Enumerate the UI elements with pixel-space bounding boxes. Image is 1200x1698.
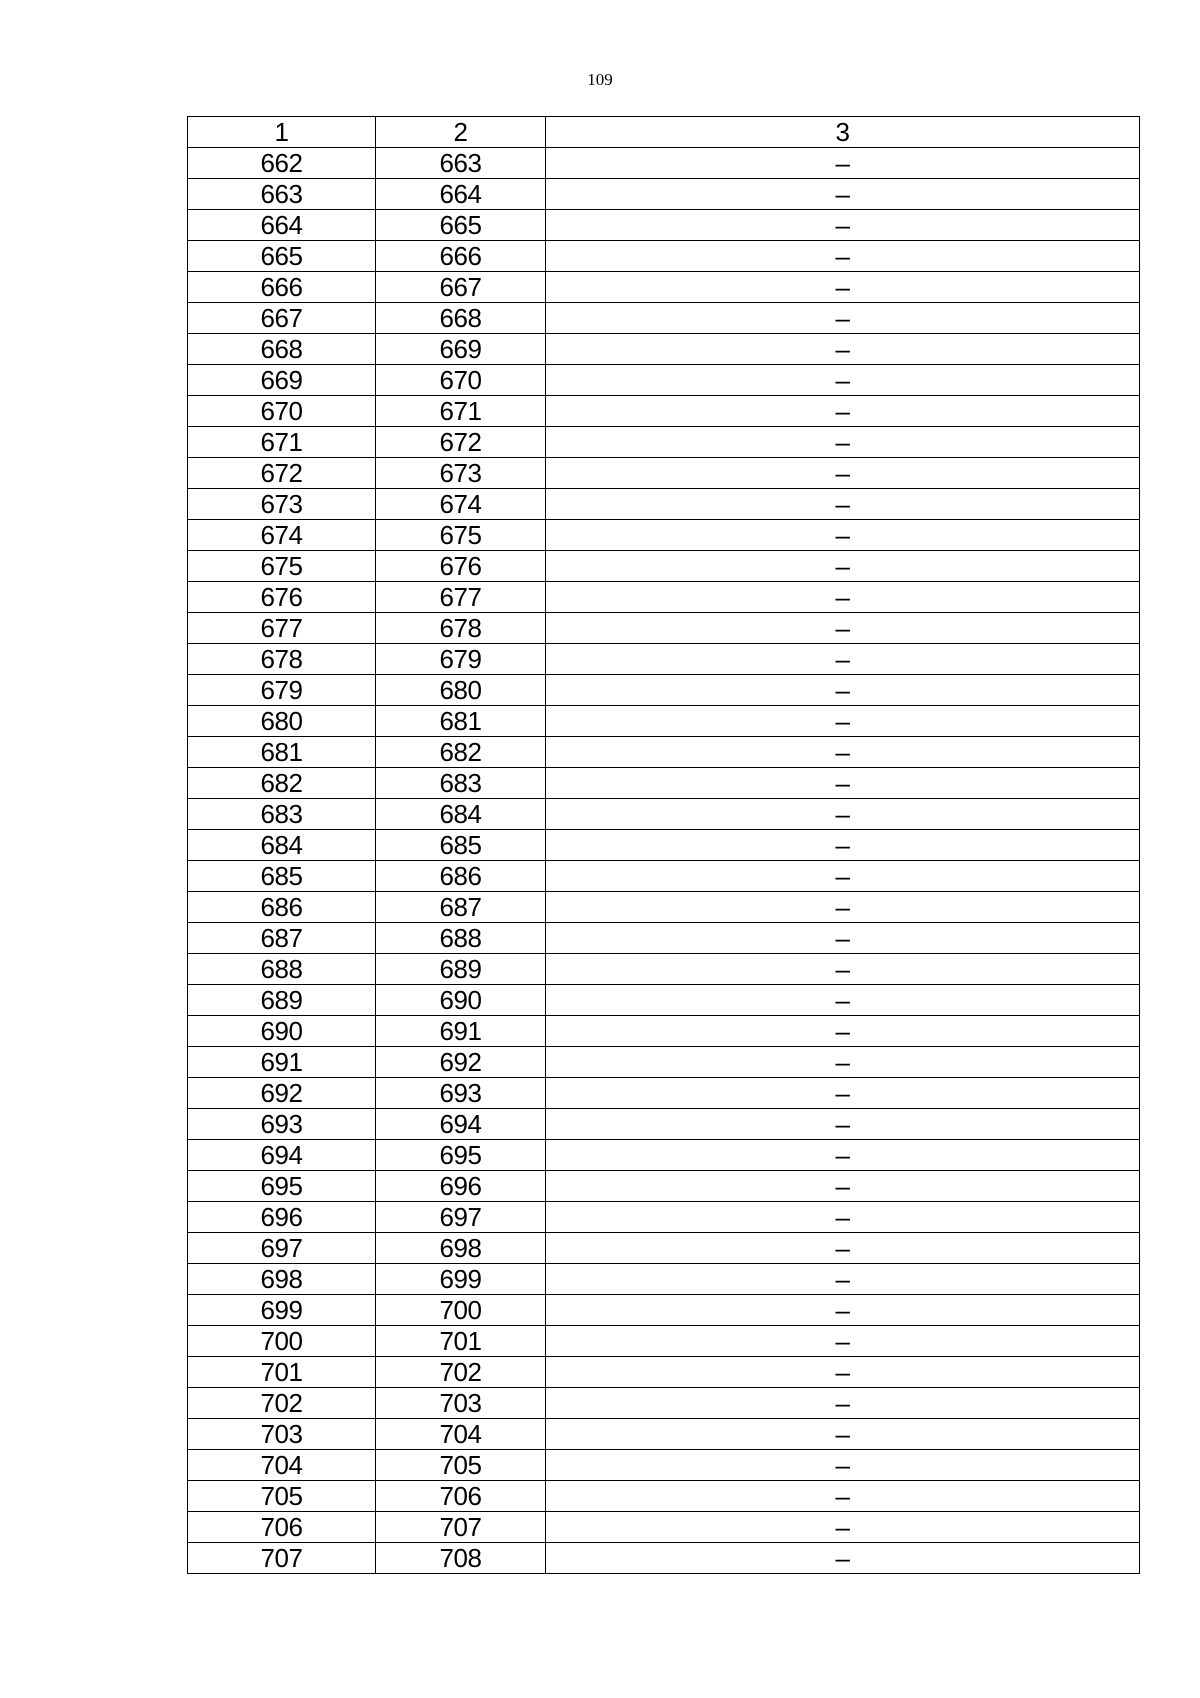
table-cell-col-3: –: [546, 892, 1140, 923]
table-row: [188, 1357, 1140, 1388]
table-cell-col-3: –: [546, 551, 1140, 582]
table-row: [188, 830, 1140, 861]
table-cell-col-3: –: [546, 396, 1140, 427]
table-cell-col-1: 684: [188, 830, 376, 861]
table-cell-col-2: 679: [376, 644, 546, 675]
table-row: [188, 179, 1140, 210]
table-cell-col-3: –: [546, 644, 1140, 675]
table-cell-col-1: 679: [188, 675, 376, 706]
table-row: [188, 861, 1140, 892]
table-cell-col-3: –: [546, 1357, 1140, 1388]
table-row: [188, 1543, 1140, 1574]
table-cell-col-2: 684: [376, 799, 546, 830]
table-cell-col-1: 663: [188, 179, 376, 210]
table-row: [188, 644, 1140, 675]
table-cell-col-1: 674: [188, 520, 376, 551]
table-row: [188, 675, 1140, 706]
table-row: [188, 1109, 1140, 1140]
table-cell-col-2: 702: [376, 1357, 546, 1388]
table-cell-col-2: 703: [376, 1388, 546, 1419]
table-cell-col-3: –: [546, 1264, 1140, 1295]
table-cell-col-1: 697: [188, 1233, 376, 1264]
table-cell-col-1: 665: [188, 241, 376, 272]
table-cell-col-1: 689: [188, 985, 376, 1016]
table-cell-col-1: 694: [188, 1140, 376, 1171]
table-cell-col-1: 680: [188, 706, 376, 737]
table-row: [188, 427, 1140, 458]
table-cell-col-3: –: [546, 334, 1140, 365]
table-cell-col-2: 678: [376, 613, 546, 644]
table-cell-col-2: 667: [376, 272, 546, 303]
table-cell-col-1: 671: [188, 427, 376, 458]
table-cell-col-3: –: [546, 272, 1140, 303]
table-row: [188, 365, 1140, 396]
table-cell-col-1: 702: [188, 1388, 376, 1419]
table-cell-col-3: –: [546, 1233, 1140, 1264]
table-cell-col-2: 699: [376, 1264, 546, 1295]
table-row: [188, 582, 1140, 613]
table-cell-col-1: 685: [188, 861, 376, 892]
table-row: [188, 1326, 1140, 1357]
table-cell-col-1: 681: [188, 737, 376, 768]
table-cell-col-3: –: [546, 1047, 1140, 1078]
table-cell-col-2: 685: [376, 830, 546, 861]
table-cell-col-2: 706: [376, 1481, 546, 1512]
table-cell-col-1: 664: [188, 210, 376, 241]
table-cell-col-3: –: [546, 210, 1140, 241]
table-row: [188, 1264, 1140, 1295]
table-cell-col-2: 687: [376, 892, 546, 923]
table-row: [188, 1295, 1140, 1326]
table-cell-col-3: –: [546, 1419, 1140, 1450]
table-row: [188, 768, 1140, 799]
table-cell-col-1: 704: [188, 1450, 376, 1481]
table-row: [188, 1078, 1140, 1109]
table-row: [188, 396, 1140, 427]
table-row: [188, 954, 1140, 985]
table-cell-col-3: –: [546, 1450, 1140, 1481]
table-header: [188, 117, 1140, 148]
table-body: [188, 148, 1140, 1574]
table-cell-col-3: –: [546, 1295, 1140, 1326]
table-row: [188, 210, 1140, 241]
table-row: [188, 1140, 1140, 1171]
table-cell-col-3: –: [546, 1543, 1140, 1574]
table-cell-col-3: –: [546, 241, 1140, 272]
table-cell-col-2: 668: [376, 303, 546, 334]
table-row: [188, 613, 1140, 644]
table-cell-col-3: –: [546, 427, 1140, 458]
table-cell-col-3: –: [546, 706, 1140, 737]
table-row: [188, 1171, 1140, 1202]
table-cell-col-3: –: [546, 1171, 1140, 1202]
data-table: [187, 116, 1140, 1574]
table-cell-col-3: –: [546, 675, 1140, 706]
table-cell-col-1: 688: [188, 954, 376, 985]
table-cell-col-1: 667: [188, 303, 376, 334]
table-cell-col-2: 693: [376, 1078, 546, 1109]
table-cell-col-1: 701: [188, 1357, 376, 1388]
table-cell-col-2: 689: [376, 954, 546, 985]
table-cell-col-3: –: [546, 1016, 1140, 1047]
table-row: [188, 799, 1140, 830]
table-cell-col-2: 682: [376, 737, 546, 768]
table-cell-col-1: 662: [188, 148, 376, 179]
table-row: [188, 1512, 1140, 1543]
table-cell-col-1: 678: [188, 644, 376, 675]
table-cell-col-1: 692: [188, 1078, 376, 1109]
table-cell-col-3: –: [546, 148, 1140, 179]
table-cell-col-3: –: [546, 954, 1140, 985]
table-cell-col-1: 677: [188, 613, 376, 644]
table-row: [188, 489, 1140, 520]
table-cell-col-2: 707: [376, 1512, 546, 1543]
table-cell-col-1: 673: [188, 489, 376, 520]
table-cell-col-1: 670: [188, 396, 376, 427]
table-cell-col-2: 670: [376, 365, 546, 396]
table-cell-col-3: –: [546, 1481, 1140, 1512]
table-cell-col-1: 695: [188, 1171, 376, 1202]
table-cell-col-2: 704: [376, 1419, 546, 1450]
table-cell-col-2: 698: [376, 1233, 546, 1264]
table-cell-col-3: –: [546, 985, 1140, 1016]
table-row: [188, 706, 1140, 737]
table-cell-col-3: –: [546, 1512, 1140, 1543]
table-cell-col-1: 683: [188, 799, 376, 830]
table-row: [188, 1202, 1140, 1233]
table-cell-col-2: 675: [376, 520, 546, 551]
table-cell-col-1: 676: [188, 582, 376, 613]
table-row: [188, 334, 1140, 365]
table-row: [188, 1450, 1140, 1481]
table-row: [188, 1233, 1140, 1264]
table-cell-col-3: –: [546, 737, 1140, 768]
table-cell-col-2: 692: [376, 1047, 546, 1078]
table-cell-col-2: 697: [376, 1202, 546, 1233]
table-cell-col-2: 671: [376, 396, 546, 427]
table-cell-col-3: –: [546, 1388, 1140, 1419]
table-cell-col-3: –: [546, 1326, 1140, 1357]
table-cell-col-1: 669: [188, 365, 376, 396]
table-cell-col-2: 680: [376, 675, 546, 706]
table-cell-col-2: 663: [376, 148, 546, 179]
table-cell-col-3: –: [546, 1109, 1140, 1140]
table-cell-col-2: 696: [376, 1171, 546, 1202]
table-row: [188, 303, 1140, 334]
table-cell-col-2: 681: [376, 706, 546, 737]
table-cell-col-2: 695: [376, 1140, 546, 1171]
table-cell-col-1: 696: [188, 1202, 376, 1233]
table-cell-col-2: 688: [376, 923, 546, 954]
table-cell-col-3: –: [546, 458, 1140, 489]
table-cell-col-3: –: [546, 830, 1140, 861]
table-cell-col-2: 673: [376, 458, 546, 489]
table-row: [188, 1419, 1140, 1450]
table-cell-col-3: –: [546, 303, 1140, 334]
table-cell-col-1: 691: [188, 1047, 376, 1078]
table-cell-col-2: 700: [376, 1295, 546, 1326]
table-cell-col-2: 694: [376, 1109, 546, 1140]
table-row: [188, 520, 1140, 551]
table-cell-col-1: 690: [188, 1016, 376, 1047]
table-row: [188, 1388, 1140, 1419]
table-cell-col-3: –: [546, 489, 1140, 520]
table-cell-col-3: –: [546, 520, 1140, 551]
table-cell-col-1: 672: [188, 458, 376, 489]
table-cell-col-3: –: [546, 582, 1140, 613]
table-cell-col-2: 664: [376, 179, 546, 210]
table-cell-col-2: 672: [376, 427, 546, 458]
table-cell-col-1: 686: [188, 892, 376, 923]
table-row: [188, 737, 1140, 768]
table-cell-col-2: 708: [376, 1543, 546, 1574]
table-row: [188, 923, 1140, 954]
column-header-2: 2: [376, 117, 546, 148]
table-row: [188, 892, 1140, 923]
table-row: [188, 1047, 1140, 1078]
table-row: [188, 458, 1140, 489]
table-cell-col-1: 698: [188, 1264, 376, 1295]
table-row: [188, 148, 1140, 179]
table-cell-col-2: 683: [376, 768, 546, 799]
table-cell-col-3: –: [546, 923, 1140, 954]
table-cell-col-2: 690: [376, 985, 546, 1016]
table-cell-col-1: 699: [188, 1295, 376, 1326]
page-number: 109: [587, 70, 613, 89]
table-cell-col-2: 677: [376, 582, 546, 613]
table-cell-col-1: 706: [188, 1512, 376, 1543]
table-cell-col-3: –: [546, 365, 1140, 396]
table-cell-col-3: –: [546, 861, 1140, 892]
table-cell-col-1: 687: [188, 923, 376, 954]
table-row: [188, 551, 1140, 582]
table-row: [188, 1016, 1140, 1047]
table-cell-col-1: 705: [188, 1481, 376, 1512]
table-row: [188, 1481, 1140, 1512]
table-cell-col-2: 669: [376, 334, 546, 365]
table-row: [188, 985, 1140, 1016]
table-cell-col-1: 668: [188, 334, 376, 365]
table-cell-col-2: 674: [376, 489, 546, 520]
table-cell-col-3: –: [546, 1202, 1140, 1233]
table-cell-col-3: –: [546, 179, 1140, 210]
table-cell-col-3: –: [546, 799, 1140, 830]
column-header-1: 1: [188, 117, 376, 148]
table-cell-col-1: 675: [188, 551, 376, 582]
column-header-3: 3: [546, 117, 1140, 148]
table-cell-col-2: 701: [376, 1326, 546, 1357]
table-cell-col-1: 666: [188, 272, 376, 303]
table-cell-col-2: 691: [376, 1016, 546, 1047]
table-header-row: [188, 117, 1140, 148]
table-cell-col-1: 682: [188, 768, 376, 799]
table-cell-col-2: 705: [376, 1450, 546, 1481]
table-cell-col-3: –: [546, 1140, 1140, 1171]
table-cell-col-2: 686: [376, 861, 546, 892]
table-cell-col-3: –: [546, 768, 1140, 799]
table-row: [188, 272, 1140, 303]
table-row: [188, 241, 1140, 272]
table-cell-col-1: 707: [188, 1543, 376, 1574]
table-cell-col-3: –: [546, 1078, 1140, 1109]
table-cell-col-1: 693: [188, 1109, 376, 1140]
table-cell-col-2: 666: [376, 241, 546, 272]
table-cell-col-2: 676: [376, 551, 546, 582]
table-cell-col-1: 700: [188, 1326, 376, 1357]
table-cell-col-2: 665: [376, 210, 546, 241]
table-cell-col-3: –: [546, 613, 1140, 644]
table-cell-col-1: 703: [188, 1419, 376, 1450]
